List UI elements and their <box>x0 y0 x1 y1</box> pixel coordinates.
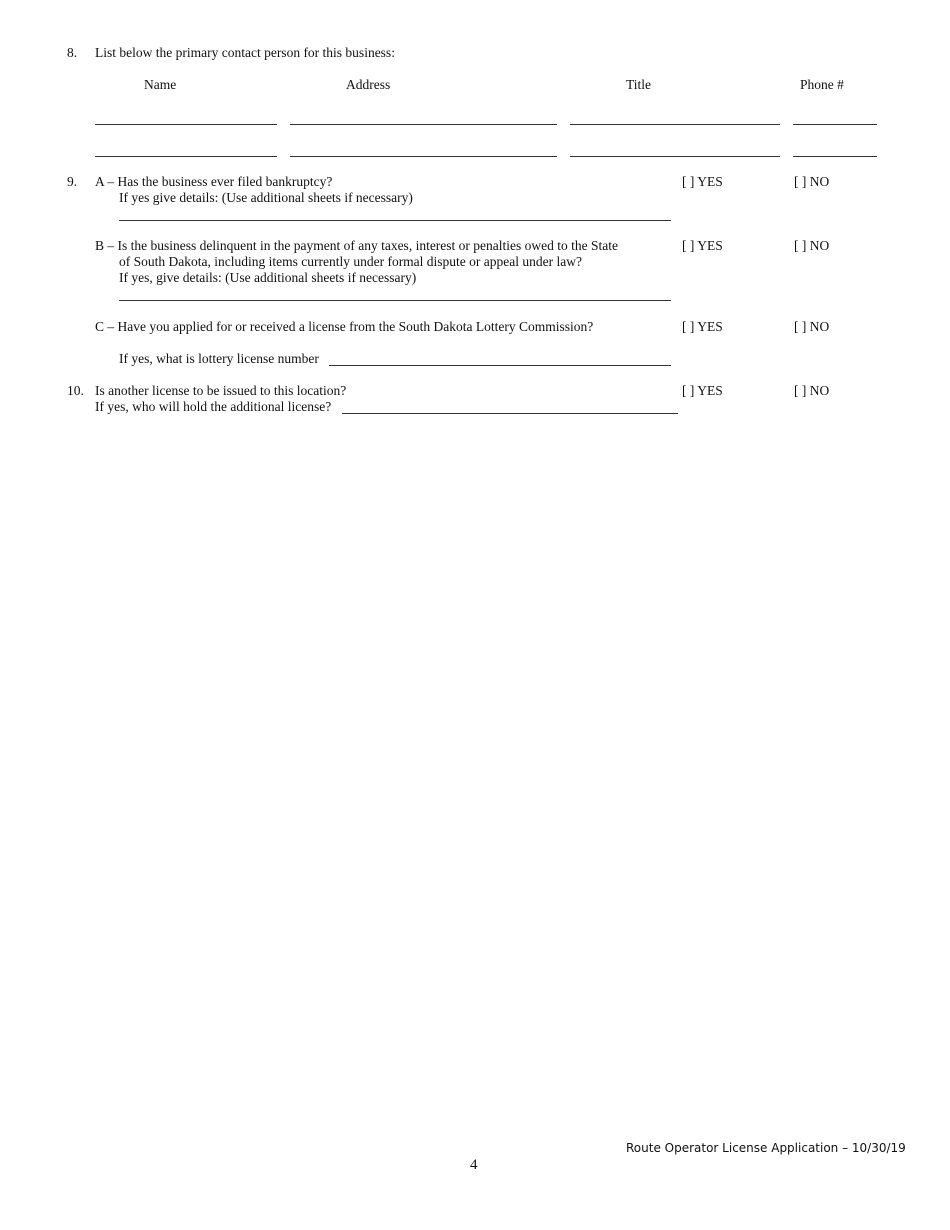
contact1-title-field[interactable] <box>570 124 780 125</box>
q9a-no-checkbox[interactable]: [ ] NO <box>794 174 830 189</box>
q9a-details-label: If yes give details: (Use additional sheets if necessary) <box>119 190 413 205</box>
column-header-phone: Phone # <box>800 77 844 92</box>
page-number: 4 <box>470 1157 478 1173</box>
q10-number: 10. <box>67 383 84 398</box>
q10-question: Is another license to be issued to this location? <box>95 383 347 398</box>
q9c-license-number-field[interactable] <box>329 365 671 366</box>
column-header-address: Address <box>346 77 391 92</box>
column-header-title: Title <box>626 77 652 92</box>
q10-no-checkbox[interactable]: [ ] NO <box>794 383 830 398</box>
q10-holder-field[interactable] <box>342 413 678 414</box>
q9b-question-line1: B – Is the business delinquent in the payment of any taxes, interest or penalties owed to the State <box>95 238 619 253</box>
contact2-title-field[interactable] <box>570 156 780 157</box>
q9c-yes-checkbox[interactable]: [ ] YES <box>682 319 723 334</box>
q9c-question: C – Have you applied for or received a license from the South Dakota Lottery Commission? <box>95 319 594 334</box>
q9a-details-field[interactable] <box>119 220 671 221</box>
q9a-yes-checkbox[interactable]: [ ] YES <box>682 174 723 189</box>
q9c-no-checkbox[interactable]: [ ] NO <box>794 319 830 334</box>
q9b-yes-checkbox[interactable]: [ ] YES <box>682 238 723 253</box>
q8-prompt: List below the primary contact person for this business: <box>95 45 395 60</box>
q9b-question-line2: of South Dakota, including items currently under formal dispute or appeal under law? <box>119 254 582 269</box>
q9c-license-number-label: If yes, what is lottery license number <box>119 351 319 366</box>
q9b-details-label: If yes, give details: (Use additional sheets if necessary) <box>119 270 417 285</box>
column-header-name: Name <box>144 77 177 92</box>
q9a-question: A – Has the business ever filed bankruptcy? <box>95 174 333 189</box>
q10-followup-label: If yes, who will hold the additional license? <box>95 399 332 414</box>
contact2-address-field[interactable] <box>290 156 557 157</box>
form-identifier: Route Operator License Application – 10/30/19 <box>626 1141 906 1155</box>
contact1-address-field[interactable] <box>290 124 557 125</box>
contact1-name-field[interactable] <box>95 124 277 125</box>
q9b-no-checkbox[interactable]: [ ] NO <box>794 238 830 253</box>
contact1-phone-field[interactable] <box>793 124 877 125</box>
q9-number: 9. <box>67 174 78 189</box>
contact2-phone-field[interactable] <box>793 156 877 157</box>
q8-number: 8. <box>67 45 78 60</box>
q9b-details-field[interactable] <box>119 300 671 301</box>
contact2-name-field[interactable] <box>95 156 277 157</box>
q10-yes-checkbox[interactable]: [ ] YES <box>682 383 723 398</box>
